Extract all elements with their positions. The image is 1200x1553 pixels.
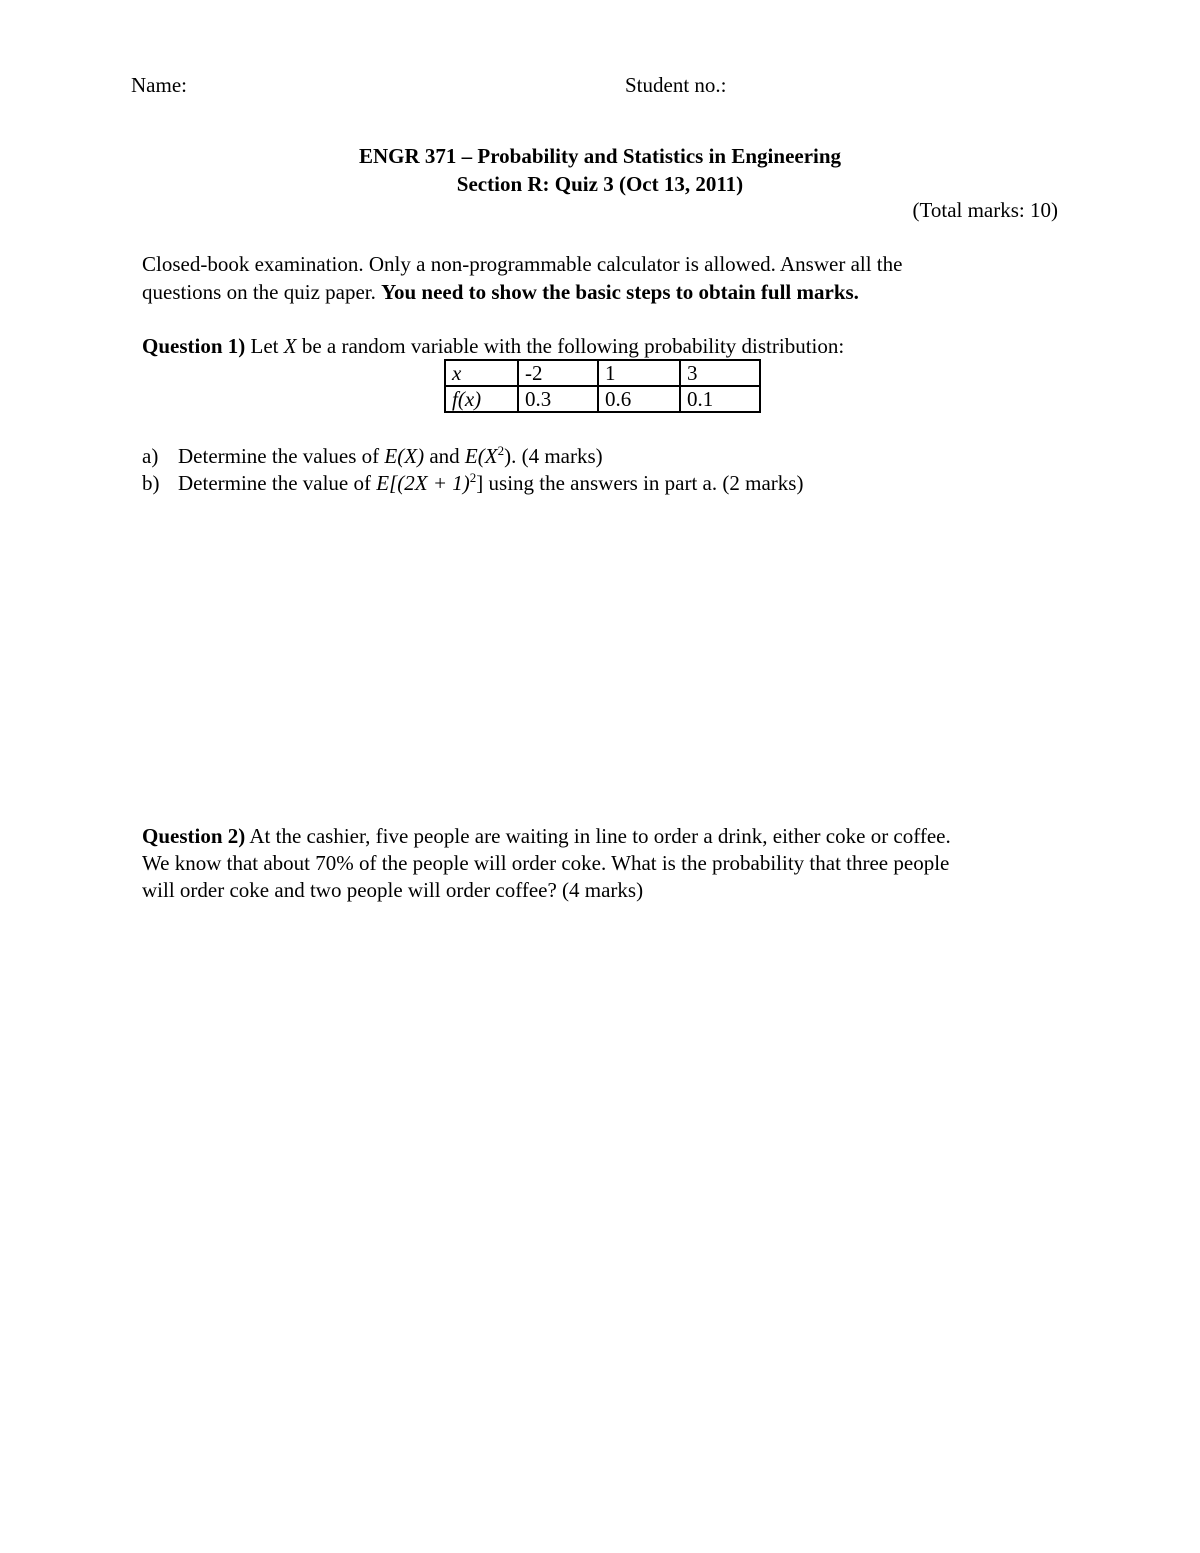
part-a-expr-1: E(X) <box>384 444 425 468</box>
instructions-emphasis: You need to show the basic steps to obtain full marks. <box>381 280 859 304</box>
question-2-line-1 <box>142 824 951 849</box>
table-cell: 0.1 <box>680 386 760 412</box>
part-a-expr-2-base: E(X <box>464 444 498 468</box>
part-b-expr-base: E[(2X + 1) <box>376 471 470 495</box>
total-marks: (Total marks: 10) <box>912 198 1058 222</box>
part-a-expr-2-sup: 2 <box>497 443 505 458</box>
question-1-intro-a: Let <box>245 334 284 358</box>
part-a-marker: a) <box>142 444 159 468</box>
question-2-label: Question 2) <box>142 824 246 848</box>
question-1-label: Question 1) <box>142 334 246 358</box>
part-a-expr-2-end: ) <box>504 444 512 468</box>
table-cell: -2 <box>518 360 598 386</box>
part-a-text-3: . (4 marks) <box>511 444 603 468</box>
table-cell: 3 <box>680 360 760 386</box>
table-cell: 1 <box>598 360 680 386</box>
part-a-text-2: and <box>424 444 465 468</box>
section-title: Section R: Quiz 3 (Oct 13, 2011) <box>456 172 744 196</box>
part-a-text-1: Determine the values of <box>178 444 385 468</box>
instructions-line-2 <box>142 280 859 305</box>
question-2-text-1: At the cashier, five people are waiting in line to order a drink, either coke or coffee. <box>245 824 951 848</box>
question-1-variable: X <box>283 334 297 358</box>
instructions-plain: questions on the quiz paper. <box>142 280 382 304</box>
x-header-text: x <box>452 360 462 385</box>
name-label: Name: <box>131 73 187 97</box>
part-b-marker: b) <box>142 471 160 495</box>
question-2-line-3: will order coke and two people will order coffee? (4 marks) <box>142 878 644 902</box>
part-b-expr-end: ] <box>476 471 484 495</box>
table-row-fx <box>445 386 760 412</box>
probability-distribution-table <box>444 359 761 413</box>
student-number-label: Student no.: <box>625 73 727 97</box>
question-1-part-a <box>142 444 603 469</box>
table-cell: 0.6 <box>598 386 680 412</box>
instructions-line-1: Closed-book examination. Only a non-programmable calculator is allowed. Answer all the <box>142 252 903 276</box>
question-1-intro-b: be a random variable with the following probability distribution: <box>296 334 845 358</box>
part-b-text-2: using the answers in part a. (2 marks) <box>483 471 804 495</box>
table-cell: 0.3 <box>518 386 598 412</box>
table-header-fx <box>445 386 518 412</box>
table-header-x <box>445 360 518 386</box>
course-title: ENGR 371 – Probability and Statistics in Engineering <box>358 144 842 168</box>
part-b-text-1: Determine the value of <box>178 471 377 495</box>
question-1-prompt <box>142 334 844 359</box>
part-b-expr-sup: 2 <box>469 470 477 485</box>
fx-header-text: f(x) <box>452 386 482 411</box>
question-1-part-b <box>142 471 803 496</box>
table-row-x <box>445 360 760 386</box>
question-2-line-2: We know that about 70% of the people will order coke. What is the probability that three people <box>142 851 950 875</box>
